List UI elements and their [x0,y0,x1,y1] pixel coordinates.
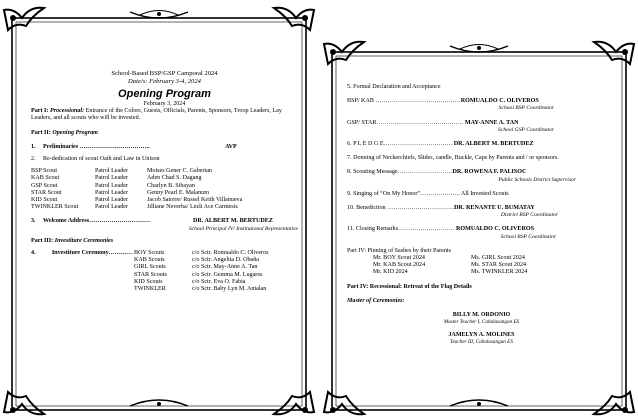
leader-group: BSP Scout [31,168,58,175]
item6 [347,141,616,148]
part1-text: Entrance of the Colors, Guests, Officials, Parents, Sponsors, Troop Leaders, Lay Leaders, and all scouts who will be invested. [31,108,282,122]
spacer [31,279,43,286]
spacer [347,113,616,120]
sash-row [373,262,527,269]
investiture-sponsor: c/o Sctr. Eva O. Fabia [192,278,246,285]
leader-name: Moises Gener C. Gabertan [147,168,212,175]
declaration-name: MAY-ANNE A. TAN [464,119,519,126]
mc-label: Master of Ceremonies: [347,297,405,304]
leader-role: Patrol Leader [95,189,128,196]
leader-group: GSP Scout [31,182,58,189]
item10 [347,205,616,212]
item1-value: AVP [225,143,237,150]
item11 [347,226,616,233]
item-welcome [31,218,298,225]
leader-name: Aden Chad S. Dagang [147,175,202,182]
leader-group: TWINKLER Scout [31,204,79,211]
spacer [43,286,133,293]
investiture-sponsor: c/o Sctr. May-Anne A. Tan [192,264,258,271]
patrol-leaders-table [31,168,242,211]
leader-role: Patrol Leader [95,175,128,182]
masters-of-ceremony [347,312,616,345]
declaration-label: BSP/ KAB …………………………………… [347,98,461,105]
part4b-heading: Part IV: Recessional: Retreat of the Flag Details [347,283,472,290]
item8-name: DR. ROWENA F. PALISOC [452,169,527,176]
investiture-sponsor: c/o Sctr. Gemma M. Lugares [192,271,263,278]
item2-label: Re-dedication of scout Oath and Law in Unison [43,156,160,163]
sash-row [373,255,527,262]
item6-name: DR. ALBERT M. BERTUDEZ [453,141,534,148]
part3-label: Part III: [31,237,55,244]
item5: 5. Formal Declaration and Acceptance [347,84,441,90]
investiture-group: STAR Scouts [134,271,167,278]
part3-heading [31,238,298,245]
event-title: School-Based BSP/GSP Camporal 2024 [111,70,218,77]
item7: 7. Donning of Neckerchiefs, Slides, candle, Buckle, Caps by Parents and / or sponsors. [347,155,559,162]
right-page [320,0,638,417]
investiture-sponsor: c/o Sctr. Angelita D. Obaña [192,257,260,264]
spacer [43,272,133,279]
item3-label: Welcome Address………………………… [43,218,151,225]
item4-num: 4. [31,250,36,257]
sashes-table [373,255,527,277]
item2-num: 2. [31,156,36,163]
spacer [43,279,133,286]
part2-heading [31,130,298,137]
right-content [347,84,616,345]
spacer [43,264,133,271]
leader-group: KAB Scout [31,175,60,182]
leader-row [31,197,242,204]
part1-title: Processional: [49,108,85,115]
leader-name: Jilliane Neverba/ Lezli Ace Carmesis [147,204,238,211]
leader-role: Patrol Leader [95,182,128,189]
item6-label: 6. P L E D G E……………………………. [347,141,454,148]
part3-title: Investiture Ceremonies [54,237,114,244]
investiture-group: BOY Scouts [134,250,165,257]
investiture-sponsor: c/o Sctr. Romualdo C. Oliveros [192,250,269,257]
declaration-name: ROMUALDO C. OLIVEROS [460,98,539,105]
declaration-role: School GSP Coordinator [498,126,554,133]
item1-num: 1. [31,143,36,150]
part2-title: Opening Program [52,129,98,136]
sash-mr: Mr. KAB Scout 2024 [373,262,426,269]
item3-role: School Principal IV/ Institutional Representative [188,225,298,232]
part1-label: Part I: [31,108,50,115]
declaration-line [347,120,616,127]
item8-role: Public Schools District Supervisor [498,176,576,183]
sash-mr: Mr. BOY Scout 2024 [373,255,425,262]
leader-row [31,183,242,190]
item-preliminaries [31,144,298,151]
part1 [31,108,298,122]
investiture-group: KID Scouts [134,278,163,285]
item8 [347,169,616,176]
item10-role: District BSP Coordinator [500,212,558,219]
program-title: Opening Program [118,88,211,100]
mc-name: BILLY M. ORDONIO [452,312,511,319]
item11-label: 11. Closing Remarks………………………. [347,226,456,233]
leader-row [31,204,242,211]
investiture-group: KAB Scouts [134,257,165,264]
spacer [31,264,43,271]
spacer [31,286,43,293]
leader-role: Patrol Leader [95,197,128,204]
sash-ms: Ms. TWINKLER 2024 [471,269,528,276]
declaration-line [347,98,616,105]
item8-label: 8. Scouting Message……………………… [347,169,453,176]
investiture-row [31,257,269,264]
left-content [31,62,298,293]
mc-name: JAMELYN A. MOLINES [448,332,515,339]
leader-row [31,175,242,182]
leader-row [31,190,242,197]
item9: 9. Singing of “On My Honor”……………….. All Invested Scouts [347,190,509,197]
spacer [347,134,616,141]
event-dates: Date/s: February 3-4, 2024 [128,78,201,85]
item4-label: Investiture Ceremony………… [51,250,133,257]
leader-row [31,168,242,175]
mc-role: Master Teacher I, Cabalasangan ES [443,319,520,326]
spacer [31,272,43,279]
sash-ms: Ms. GIRL Scout 2024 [471,255,525,262]
part4-heading: Part IV: Pinning of Sashes by their Parents [347,247,451,254]
leader-group: KID Scout [31,197,58,204]
item3-num: 3. [31,218,36,225]
sash-mr: Mr. KID 2024 [373,269,408,276]
item3-name: DR. ALBERT M. BERTUDEZ [193,218,273,225]
investiture-row [31,279,269,286]
leader-group: STAR Scout [31,189,62,196]
investiture-sponsor: c/o Sctr. Baby Lyn M. Antalan [192,286,267,293]
leader-name: Genny Pearl E. Malanum [147,189,209,196]
leader-role: Patrol Leader [95,168,128,175]
investiture-group: GIRL Scouts [134,264,166,271]
investiture-row [31,286,269,293]
spacer [31,257,43,264]
sash-ms: Ms. STAR Scout 2024 [471,262,527,269]
declarations [347,98,616,141]
investiture-table [31,250,269,293]
item-rededication [31,156,298,163]
declaration-label: GSP/ STAR……………………………………. [347,119,465,126]
item10-label: 10. Benediction …………………………… [347,205,455,212]
item10-name: DR. RENANTE U. BUMATAY [454,205,535,212]
sash-row [373,269,527,276]
leader-role: Patrol Leader [95,204,128,211]
item11-name: ROMUALDO C. OLIVEROS [455,226,534,233]
investiture-row [31,272,269,279]
declaration-role: School BSP Coordinator [498,105,554,112]
leader-name: Jacob Satorre/ Russel Keith Villanueva [147,197,243,204]
part2-label: Part II: [31,129,53,136]
left-page [0,0,318,417]
investiture-row [31,250,269,257]
investiture-group: TWINKLER [134,286,166,293]
leader-name: Charlyn B. Sibayan [147,182,195,189]
investiture-row [31,264,269,271]
item11-role: School BSP Coordinator [500,233,556,240]
spacer [43,257,133,264]
item1-label: Preliminaries …………………………….. [43,143,150,150]
program-date: February 3, 2024 [143,101,186,107]
mc-role: Teacher III, Cabalasangan ES [450,339,513,346]
